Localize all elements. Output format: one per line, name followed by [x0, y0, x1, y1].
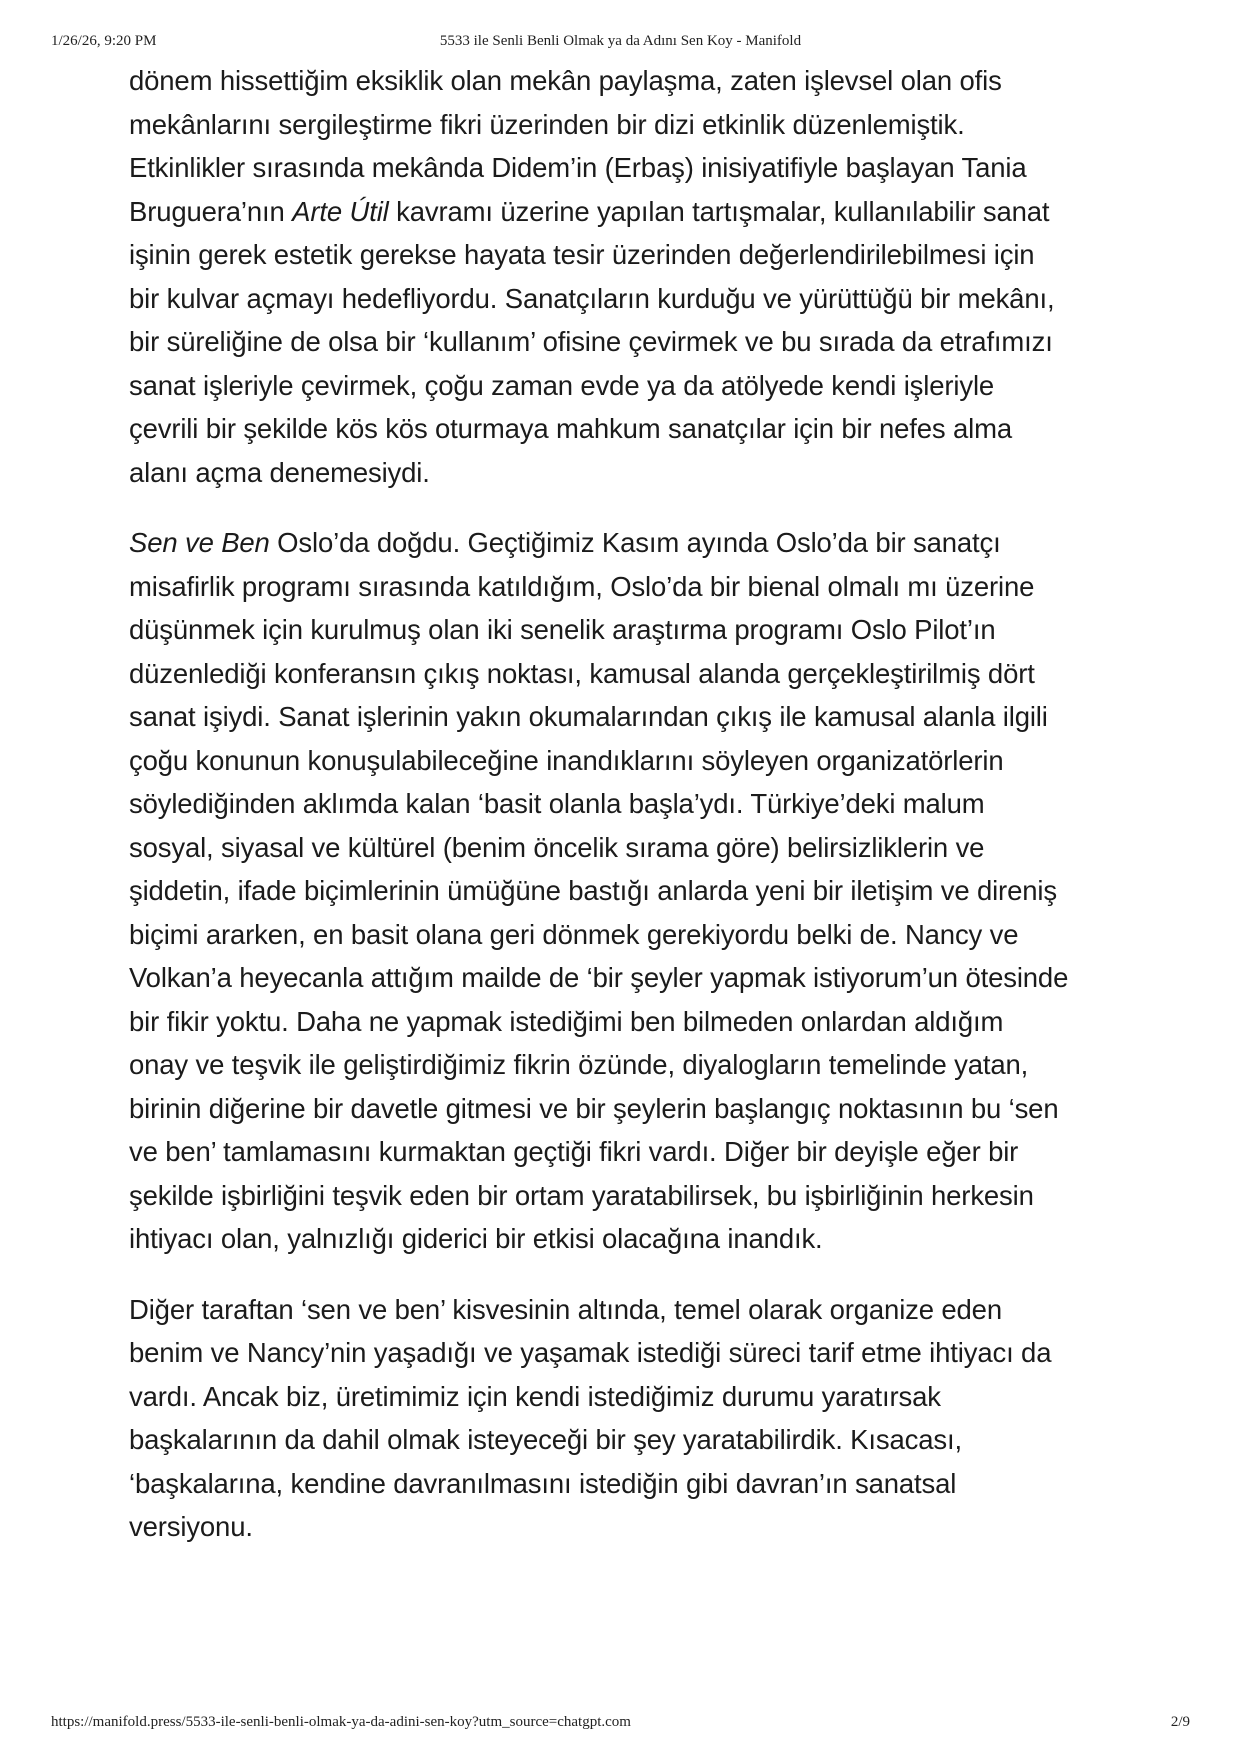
article-paragraph-2: [129, 521, 1069, 1261]
article-paragraph-1: [129, 59, 1069, 494]
print-page-title: 5533 ile Senli Benli Olmak ya da Adını Sen Koy - Manifold: [439, 33, 802, 49]
print-datetime: 1/26/26, 9:20 PM: [51, 33, 157, 49]
article-paragraph-3: [129, 1288, 1069, 1549]
paragraph-text: Oslo’da doğdu. Geçtiğimiz Kasım ayında Oslo’da bir sanatçı misafirlik programı sırasında katıldığım, Oslo’da bir bienal olmalı mı üzerine düşünmek için kurulmuş olan iki senelik araştırma programı Oslo Pilot’ın düzenlediği konferansın çıkış noktası, kamusal alanda gerçekleştirilmiş dört sanat işiydi. Sanat işlerinin yakın okumalarından çıkış ile kamusal alanla ilgili çoğu konunun konuşulabileceğine inandıklarını söyleyen organizatörlerin söylediğinden aklımda kalan ‘basit olanla başla’ydı. Türkiye’deki malum sosyal, siyasal ve kültürel (benim öncelik sırama göre) belirsizliklerin ve şiddetin, ifade biçimlerinin ümüğüne bastığı anlarda yeni bir iletişim ve direniş biçimi ararken, en basit olana geri dönmek gerekiyordu belki de. Nancy ve Volkan’a heyecanla attığım mailde de ‘bir şeyler yapmak istiyorum’un ötesinde bir fikir yoktu. Daha ne yapmak istediğimi ben bilmeden onlardan aldığım onay ve teşvik ile geliştirdiğimiz fikrin özünde, diyalogların temelinde yatan, birinin diğerine bir davetle gitmesi ve bir şeylerin başlangıç noktasının bu ‘sen ve ben’ tamlamasını kurmaktan geçtiği fikri vardı. Diğer bir deyişle eğer bir şekilde işbirliğini teşvik eden bir ortam yaratabilirsek, bu işbirliğinin herkesin ihtiyacı olan, yalnızlığı giderici bir etkisi olacağına inandık.: [129, 527, 1069, 1254]
paragraph-text: kavramı üzerine yapılan tartışmalar, kullanılabilir sanat işinin gerek estetik gerekse hayata tesir üzerinden değerlendirilebilmesi için bir kulvar açmayı hedefliyordu. Sanatçıların kurduğu ve yürüttüğü bir mekânı, bir süreliğine de olsa bir ‘kullanım’ ofisine çevirmek ve bu sırada da etrafımızı sanat işleriyle çevirmek, çoğu zaman evde ya da atölyede kendi işleriyle çevrili bir şekilde kös kös oturmaya mahkum sanatçılar için bir nefes alma alanı açma denemesiydi.: [129, 195, 1055, 488]
print-footer: [0, 1714, 1241, 1734]
print-url: https://manifold.press/5533-ile-senli-benli-olmak-ya-da-adini-sen-koy?utm_source=chatgpt.com: [51, 1714, 631, 1730]
paragraph-text: Diğer taraftan ‘sen ve ben’ kisvesinin altında, temel olarak organize eden benim ve Nancy’nin yaşadığı ve yaşamak istediği süreci tarif etme ihtiyacı da vardı. Ancak biz, üretimimiz için kendi istediğimiz durumu yaratırsak başkalarının da dahil olmak isteyeceği bir şey yaratabilirdik. Kısacası, ‘başkalarına, kendine davranılmasını istediğin gibi davran’ın sanatsal versiyonu.: [129, 1293, 1052, 1542]
article-body: [129, 59, 1069, 1576]
print-header: [0, 33, 1241, 53]
paragraph-text: dönem hissettiğim eksiklik olan mekân paylaşma, zaten işlevsel olan ofis mekânlarını sergileştirme fikri üzerinden bir dizi etkinlik düzenlemiştik. Etkinlikler sırasında mekânda Didem’in (Erbaş) inisiyatifiyle başlayan Tania Bruguera’nın: [129, 65, 1027, 227]
italic-term-arte-util: Arte Útil: [292, 195, 389, 227]
print-page-number: 2/9: [1170, 1714, 1190, 1730]
italic-term-sen-ve-ben: Sen ve Ben: [129, 527, 270, 558]
